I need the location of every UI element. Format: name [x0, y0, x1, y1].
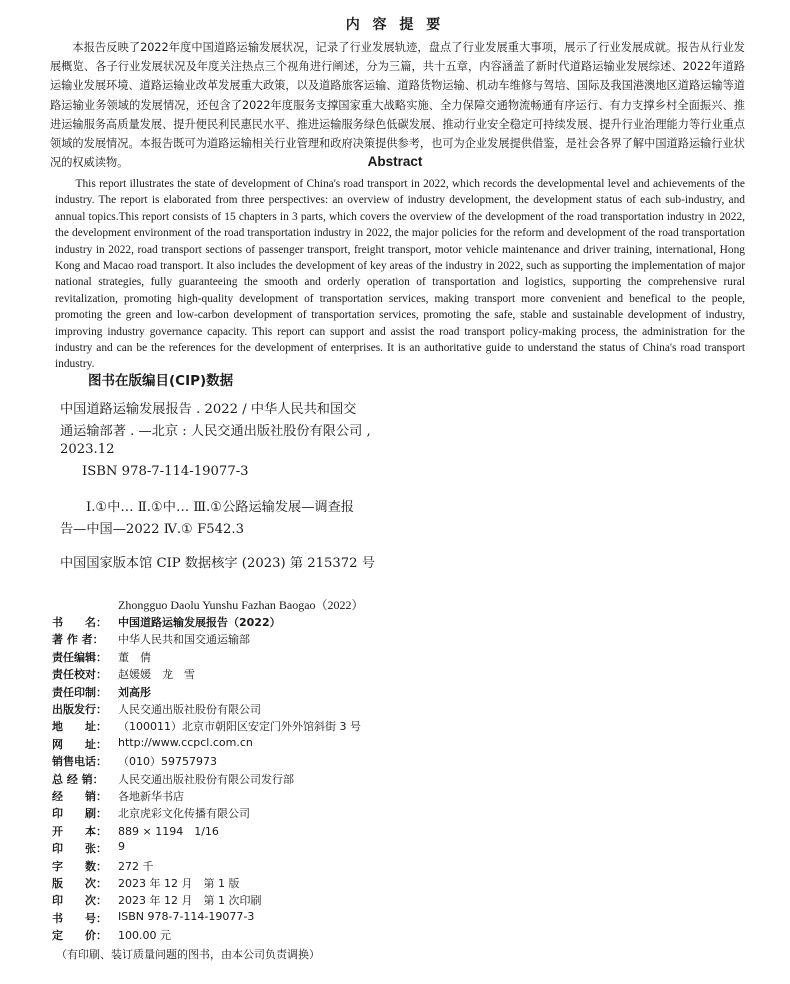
colophon-value: （100011）北京市朝阳区安定门外外馆斜街 3 号 [118, 720, 361, 734]
colophon-label: 书 号： [52, 911, 107, 925]
colophon-value: 中华人民共和国交通运输部 [118, 633, 250, 647]
cip-line: 通运输部著 . —北京 : 人民交通出版社股份有限公司 , [60, 424, 371, 439]
colophon-value: 889 × 1194 1/16 [118, 824, 219, 838]
cip-line: 2023.12 [60, 442, 115, 457]
colophon-label: 书 名： [52, 616, 107, 629]
colophon-label: 责任编辑： [52, 650, 107, 664]
summary-heading: 内 容 提 要 [345, 17, 445, 33]
colophon-label: 字 数： [52, 859, 107, 873]
colophon-value: 2023 年 12 月 第 1 版 [118, 877, 240, 890]
cip-line: Ⅰ.①中… Ⅱ.①中… Ⅲ.①公路运输发展—调查报 [86, 500, 354, 515]
colophon-value: 各地新华书店 [118, 790, 184, 803]
cip-line: 告—中国—2022 Ⅳ.① F542.3 [60, 522, 244, 537]
colophon-value: 100.00 元 [118, 929, 171, 943]
summary-text: 本报告反映了2022年度中国道路运输发展状况，记录了行业发展轨迹，盘点了行业发展重大事项，展示了行业发展成就。报告从行业发展概览、各子行业发展状况及年度关注热点三个视角进行阐述，分为三篇，共十五章，内容涵盖了新时代道路运输业发展综述、2022年道路运输业发展环境、道路运输业改革发展重大政策，以及道路旅客运输、道路货物运输、机动车维修与驾培、国际及我国港澳地区道路运输等道路运输业务领域的发展情况，还包含了2022年度服务支撑国家重大战略实施、全力保障交通物流畅通有序运行、有力支撑乡村全面振兴、推进运输服务高质量发展、提升便民利民惠民水平、推进运输服务绿色低碳发展、推动行业安全稳定可持续发展、提升行业治理能力等行业重点领域的发展情况。本报告既可为道路运输相关行业管理和政府决策提供参考，也可为企业发展提供借鉴，是社会各界了解中国道路运输行业状况的权威读物。 [50, 41, 745, 170]
colophon-label: 出版发行： [52, 703, 107, 716]
colophon-value: 刘高彤 [118, 685, 151, 699]
colophon-value: 人民交通出版社股份有限公司 [118, 703, 261, 716]
cip-line: 中国道路运输发展报告 . 2022 / 中华人民共和国交 [60, 402, 357, 417]
abstract-text: This report illustrates the state of development of China's road transport in 2022, which records the developmental level and achievements of the industry. The report is elaborated from three perspectives: an overview of industry development, the development status of each sub-industry, and annual topics.This report consists of 15 chapters in 3 parts, which covers the overview of the development of the road transportation industry in 2022, the development environment of the road transportation industry in 2022, the major policies for the reform and development of the road transportation industry in 2022, road transport sections of passenger transport, freight transport, motor vehicle maintenance and driver training, international, Hong Kong and Macao road transport. It also includes the development of key areas of the industry in 2022, such as supporting the implementation of major national strategies, fully guaranteeing the smooth and orderly operation of transportation and logistics, supporting the comprehensive rural revitalization, promoting high-quality development of transportation services, making transport more convenient and benefical to the people, promoting the green and low-carbon development of transportation services, promoting the safe, stable and sustainable development of industry, improving industry governance capacity. This report can support and assist the road transport policy-making process, the administration for the industry and can be the references for the development of enterprises. It is an authoritative guide to understand the status of China's road transport industry. [55, 178, 745, 371]
colophon-value: 272 千 [118, 859, 154, 873]
colophon-label: 责任校对： [52, 668, 107, 682]
colophon-value: 人民交通出版社股份有限公司发行部 [118, 772, 294, 786]
colophon-value: 北京虎彩文化传播有限公司 [118, 807, 250, 821]
colophon-value: http://www.ccpcl.com.cn [118, 735, 253, 749]
colophon-label: 总 经 销： [52, 772, 104, 786]
colophon-value: 2023 年 12 月 第 1 次印刷 [118, 894, 262, 908]
cip-line: ISBN 978-7-114-19077-3 [82, 464, 249, 479]
colophon-label: 印 次： [52, 894, 107, 908]
colophon-label: 著 作 者： [52, 633, 104, 647]
cip-data-number: 中国国家版本馆 CIP 数据核字 (2023) 第 215372 号 [60, 556, 375, 571]
colophon-label: 网 址： [52, 737, 107, 751]
colophon-value: 赵媛媛 龙 雪 [118, 668, 195, 682]
colophon-value: 中国道路运输发展报告（2022） [118, 616, 281, 629]
colophon-label: 定 价： [52, 929, 107, 943]
quality-note: （有印刷、装订质量问题的图书，由本公司负责调换） [56, 948, 320, 961]
abstract-heading: Abstract [367, 154, 423, 169]
colophon-label: 经 销： [52, 790, 107, 803]
colophon-label: 印 张： [52, 842, 107, 856]
colophon-label: 责任印制： [52, 685, 107, 699]
colophon-label: 版 次： [52, 877, 107, 890]
colophon-label: 销售电话： [52, 755, 107, 769]
cip-heading: 图书在版编目(CIP)数据 [88, 373, 234, 389]
colophon-value: （010）59757973 [118, 755, 217, 769]
colophon-label: 开 本： [52, 824, 107, 838]
colophon-label: 印 刷： [52, 807, 107, 821]
pinyin-title: Zhongguo Daolu Yunshu Fazhan Baogao（2022） [118, 598, 364, 612]
colophon-value: ISBN 978-7-114-19077-3 [118, 909, 255, 923]
colophon-label: 地 址： [52, 720, 107, 734]
colophon-value: 董 倩 [118, 650, 151, 664]
colophon-value: 9 [118, 840, 125, 854]
